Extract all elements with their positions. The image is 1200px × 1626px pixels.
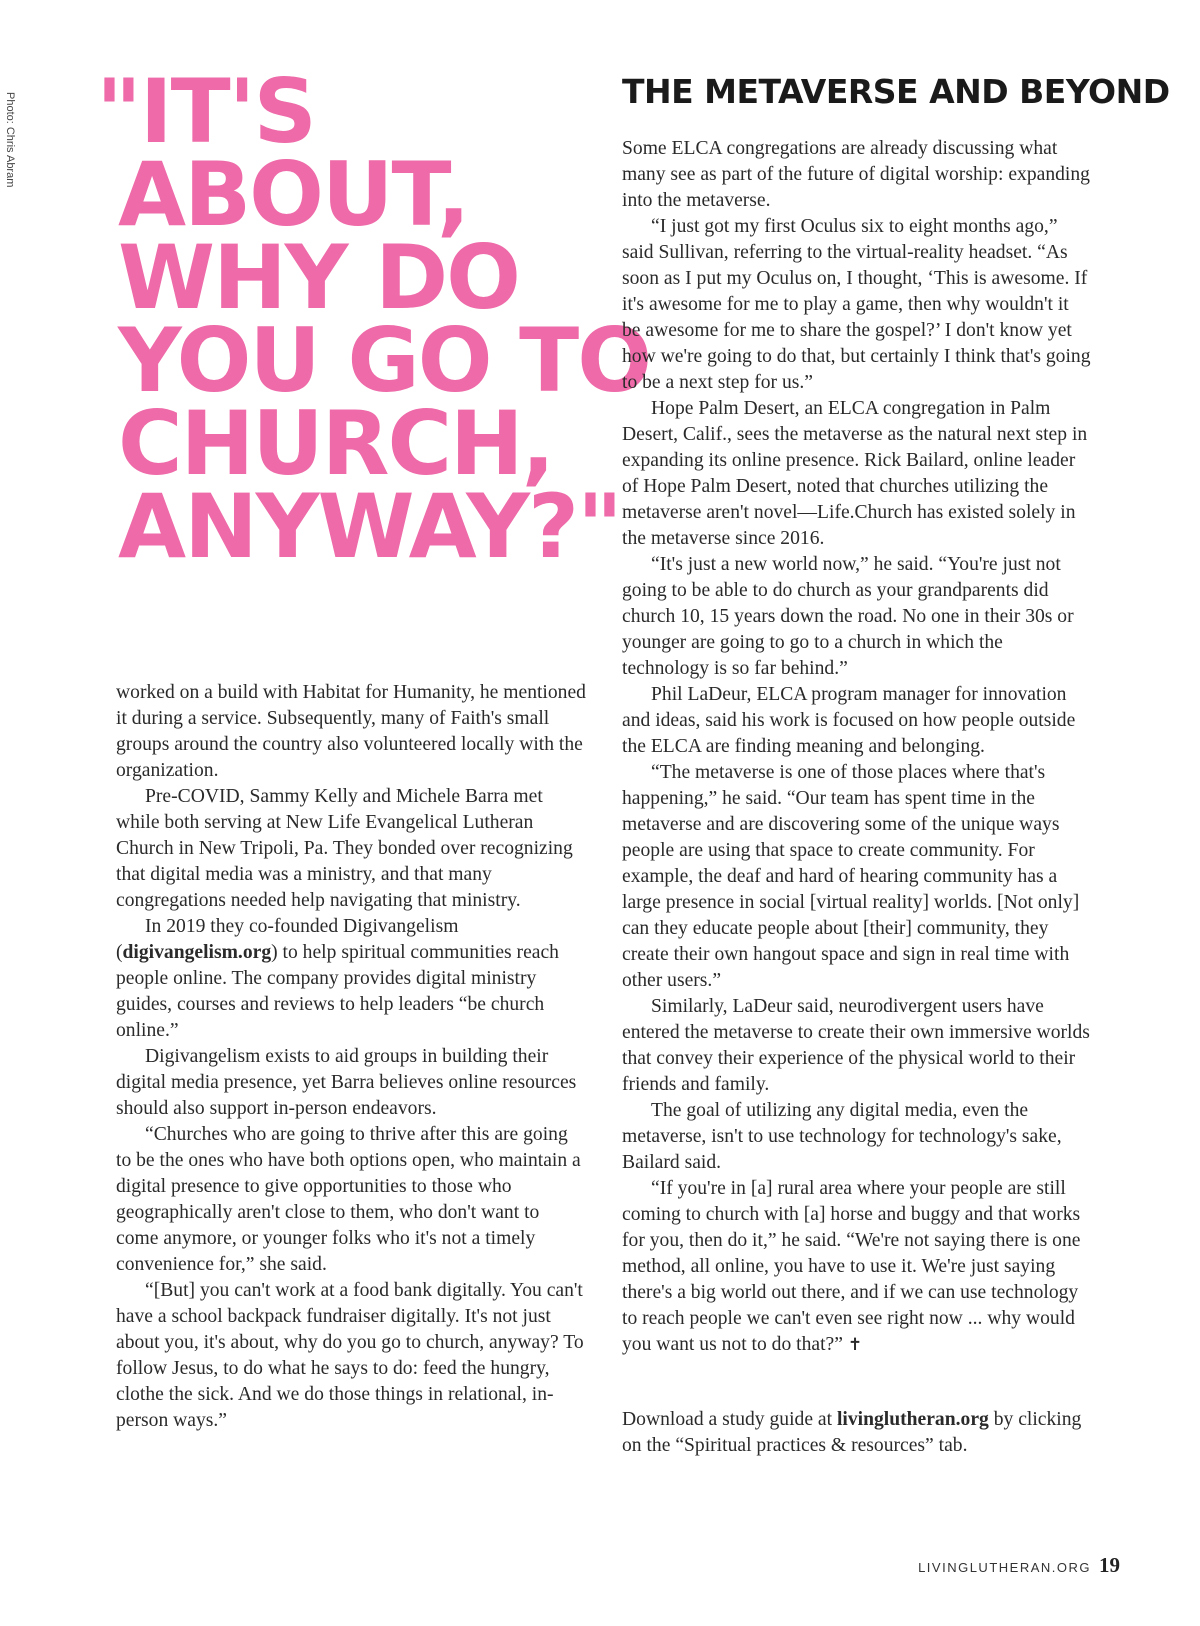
paragraph-text: In 2019 they co-founded Digivangelism ( <box>116 916 459 963</box>
left-column <box>116 680 586 1434</box>
paragraph-text: ) to help spiritual communities reach people online. The company provides digital ministry guides, courses and reviews to help leaders “be church online.” <box>116 942 559 1041</box>
paragraph: Similarly, LaDeur said, neurodivergent users have entered the metaverse to create their own immersive worlds that convey their experience of the physical world to their friends and family. <box>622 996 1090 1095</box>
paragraph: “[But] you can't work at a food bank digitally. You can't have a school backpack fundraiser digitally. It's not just about you, it's about, why do you go to church, anyway? To follow Jesus, to do what he says to do: feed the hungry, clothe the sick. And we do those things in relational, in-person ways.” <box>116 1280 584 1431</box>
paragraph: Phil LaDeur, ELCA program manager for innovation and ideas, said his work is focused on how people outside the ELCA are finding meaning and belonging. <box>622 684 1076 757</box>
livinglutheran-link[interactable]: livinglutheran.org <box>836 1409 989 1430</box>
pull-quote-line: CHURCH, <box>118 392 554 495</box>
paragraph <box>116 914 586 1044</box>
pull-quote-line: "IT'S <box>96 60 315 163</box>
footer-site[interactable]: LIVINGLUTHERAN.ORG <box>918 1560 1091 1575</box>
page-footer <box>918 1553 1120 1578</box>
paragraph: worked on a build with Habitat for Humanity, he mentioned it during a service. Subsequently, many of Faith's small groups around the country also volunteered locally with the organization. <box>116 682 586 781</box>
paragraph: Some ELCA congregations are already discussing what many see as part of the future of digital worship: expanding into the metaverse. <box>622 138 1090 211</box>
paragraph: “The metaverse is one of those places where that's happening,” he said. “Our team has spent time in the metaverse and are discovering some of the unique ways people are using that space to create community. For example, the deaf and hard of hearing community has a large presence in social [virtual reality] worlds. [Not only] can they educate people about [their] community, they create their own hangout space and sign in real time with other users.” <box>622 762 1080 991</box>
pull-quote-line: ANYWAY?" <box>118 475 621 578</box>
photo-credit: Photo: Chris Abram <box>4 92 16 188</box>
paragraph: “Churches who are going to thrive after this are going to be the ones who have both options open, who maintain a digital presence to give opportunities to those who geographically aren't close to them, who don't want to come anymore, or younger folks who it's not a timely convenience for,” she said. <box>116 1124 581 1275</box>
paragraph: “I just got my first Oculus six to eight months ago,” said Sullivan, referring to the virtual-reality headset. “As soon as I put my Oculus on, I thought, ‘This is awesome. If it's awesome for me to play a game, then why wouldn't it be awesome for me to share the gospel?’ I don't know yet how we're going to do that, but certainly I think that's going to be a next step for us.” <box>622 216 1091 393</box>
paragraph <box>622 1176 1092 1358</box>
digivangelism-link[interactable]: digivangelism.org <box>122 942 272 963</box>
pull-quote-line: ABOUT, <box>118 143 469 246</box>
pull-quote <box>96 60 650 578</box>
study-guide-text: by clicking on the “Spiritual practices & resources” tab. <box>622 1409 1082 1456</box>
paragraph: Digivangelism exists to aid groups in building their digital media presence, yet Barra believes online resources should also support in-person endeavors. <box>116 1046 577 1119</box>
paragraph: The goal of utilizing any digital media, even the metaverse, isn't to use technology for technology's sake, Bailard said. <box>622 1100 1062 1173</box>
end-mark-cross-icon: ✝ <box>847 1335 863 1355</box>
paragraph: “It's just a new world now,” he said. “You're just not going to be able to do church as your grandparents did church 10, 15 years down the road. No one in their 30s or younger are going to go to a church in which the technology is so far behind.” <box>622 554 1074 679</box>
study-guide-note <box>622 1407 1092 1459</box>
section-heading: THE METAVERSE AND BEYOND <box>622 72 1170 111</box>
paragraph: Pre-COVID, Sammy Kelly and Michele Barra met while both serving at New Life Evangelical Lutheran Church in New Tripoli, Pa. They bonded over recognizing that digital media was a ministry, and that many congregations needed help navigating that ministry. <box>116 786 573 911</box>
page-number: 19 <box>1099 1553 1120 1577</box>
paragraph-text: “If you're in [a] rural area where your people are still coming to church with [a] horse and buggy and that works for you, then do it,” he said. “We're not saying there is one method, all online, you have to use it. We're just saying there's a big world out there, and if we can use technology to reach people we can't even see right now ... why would you want us not to do that?” <box>622 1178 1081 1355</box>
pull-quote-line: WHY DO <box>118 226 519 329</box>
paragraph: Hope Palm Desert, an ELCA congregation in Palm Desert, Calif., sees the metaverse as the natural next step in expanding its online presence. Rick Bailard, online leader of Hope Palm Desert, noted that churches utilizing the metaverse aren't novel—Life.Church has existed solely in the metaverse since 2016. <box>622 398 1088 549</box>
pull-quote-line: YOU GO TO <box>118 309 650 412</box>
study-guide-text: Download a study guide at <box>622 1409 837 1430</box>
right-column <box>622 136 1092 1459</box>
